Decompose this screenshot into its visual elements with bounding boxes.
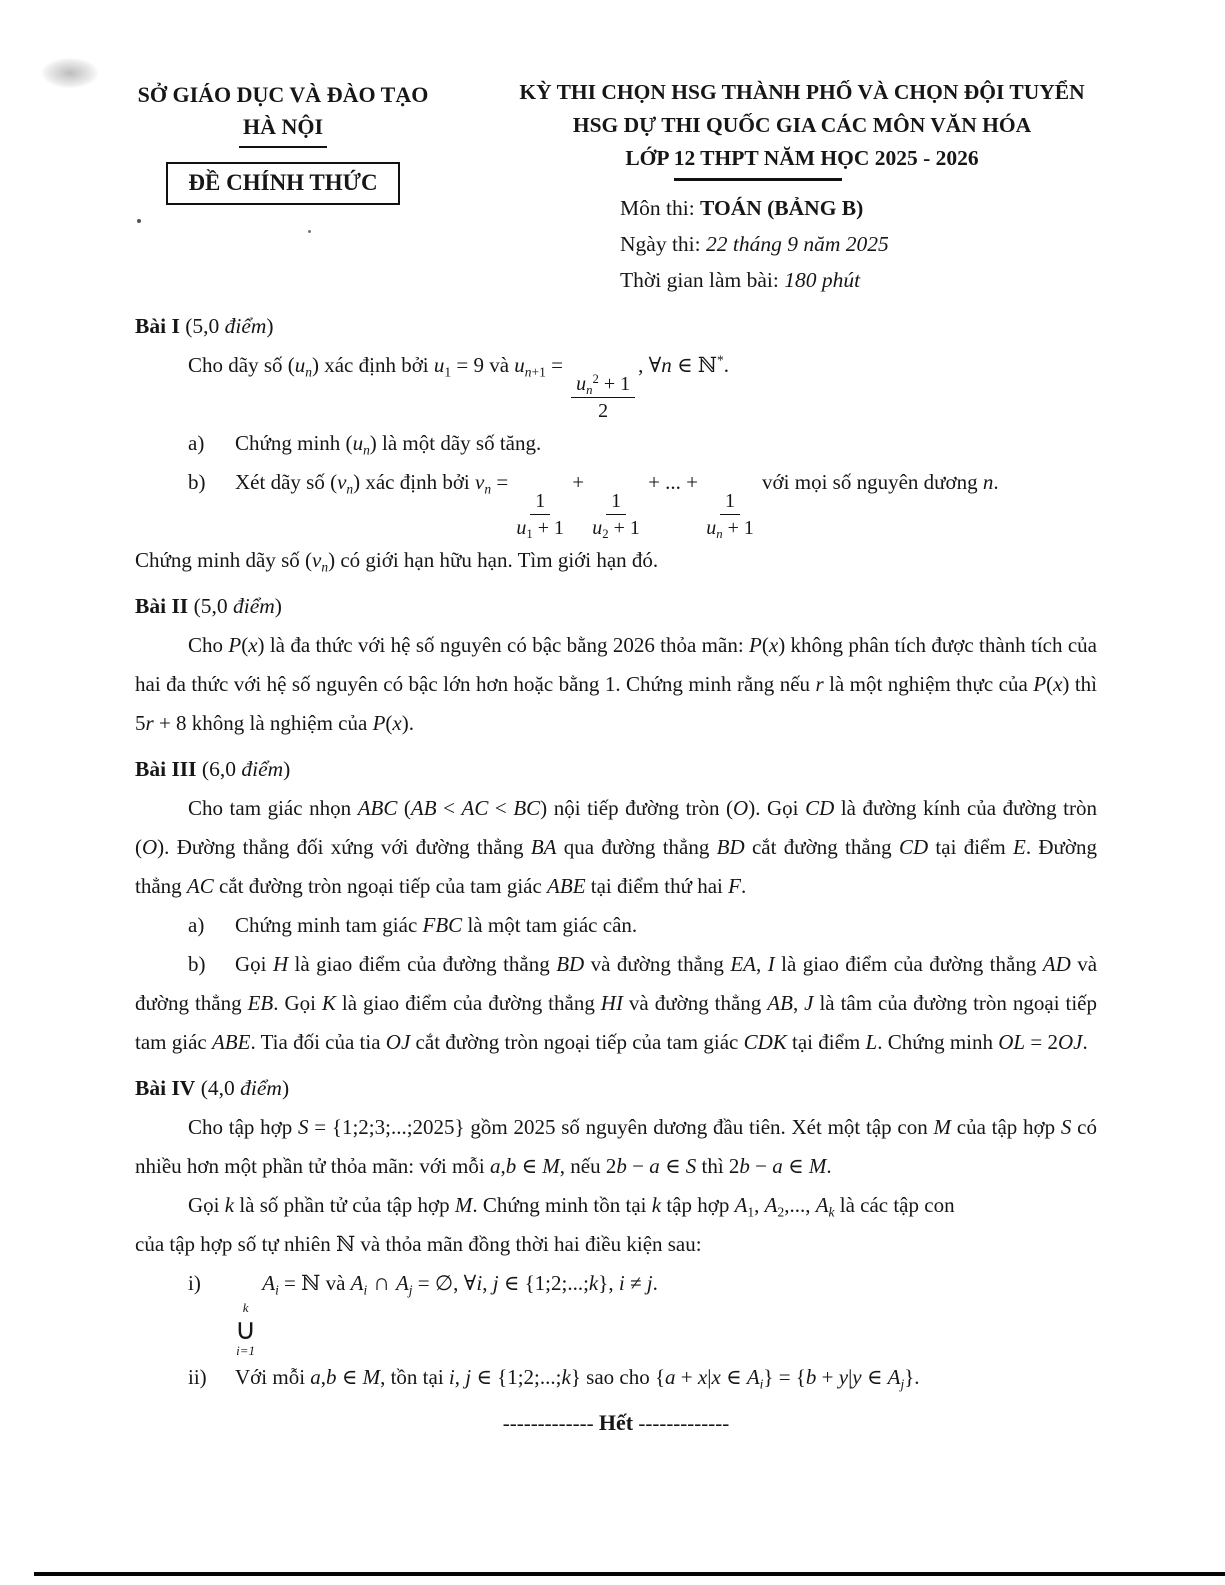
department-name: SỞ GIÁO DỤC VÀ ĐÀO TẠO [137, 82, 429, 107]
date-line: Ngày thi: 22 tháng 9 năm 2025 [620, 232, 889, 256]
city-name: HÀ NỘI [118, 112, 448, 148]
duration-line: Thời gian làm bài: 180 phút [620, 268, 861, 292]
problem-4-paragraph-2-continued: của tập hợp số tự nhiên ℕ và thỏa mãn đồng thời hai điều kiện sau: [135, 1231, 702, 1256]
header-left [118, 80, 448, 205]
problem-1-part-b: b) Xét dãy số $(v_n)$ xác định bởi $v_n$ = $\frac{1}{u_1 + 1}$ + $\frac{1}{u_2 + 1}$ + ... + $\frac{1}{u_n + 1}$ với mọi số nguyên dương n. [188, 469, 999, 541]
problem-2-statement: Cho P(x) là đa thức với hệ số nguyên có bậc bằng 2026 thỏa mãn: P(x) không phân tích được thành tích của hai đa thức với hệ số nguyên có bậc lớn hơn hoặc bằng 1. Chứng minh rằng nếu r là một nghiệm thực của P(x) thì 5r + 8 không là nghiệm của P(x). [135, 632, 1097, 735]
end-marker: ------------- Hết ------------- [502, 1409, 730, 1435]
problem-3-part-b: b) Gọi H là giao điểm của đường thẳng BD và đường thẳng EA, I là giao điểm của đường thẳng AD và đường thẳng EB. Gọi K là giao điểm của đường thẳng HI và đường thẳng AB, J là tâm của đường tròn ngoại tiếp tam giác ABE. Tia đối của tia OJ cắt đường tròn ngoại tiếp của tam giác CDK tại điểm L. Chứng minh OL = 2OJ. [135, 951, 1098, 1054]
problem-4-heading: Bài IV (4,0 điểm) [135, 1075, 290, 1100]
subject-line: Môn thi: TOÁN (BẢNG B) [620, 196, 864, 220]
exam-title-line-1: KỲ THI CHỌN HSG THÀNH PHỐ VÀ CHỌN ĐỘI TUYỂN [519, 80, 1085, 104]
problem-1-part-b-continued: Chứng minh dãy số $(v_n)$ có giới hạn hữu hạn. Tìm giới hạn đó. [135, 547, 659, 574]
exam-body [135, 300, 1097, 1443]
problem-3-heading: Bài III (6,0 điểm) [135, 756, 291, 781]
scan-smudge [42, 58, 98, 88]
scan-speck [308, 230, 311, 233]
exam-meta [620, 190, 1152, 298]
exam-title-line-3: LỚP 12 THPT NĂM HỌC 2025 - 2026 [625, 146, 979, 170]
problem-2-heading: Bài II (5,0 điểm) [135, 593, 282, 618]
title-underline [674, 178, 842, 181]
problem-4-paragraph-2: Gọi k là số phần tử của tập hợp M. Chứng minh tồn tại k tập hợp $A_1$, $A_2$,..., $A_k$ là các tập con [188, 1192, 955, 1219]
problem-4-intro: Cho tập hợp S = {1;2;3;...;2025} gồm 2025 số nguyên dương đầu tiên. Xét một tập con M của tập hợp S có nhiều hơn một phần tử thỏa mãn: với mỗi a,b ∈ M, nếu 2b − a ∈ S thì 2b − a ∈ M. [135, 1114, 1097, 1178]
problem-4-condition-ii: ii) Với mỗi a,b ∈ M, tồn tại i, j ∈ {1;2;...;k} sao cho {a + x|x ∈ $A_i\} = \{b + y|y$ ∈ $A_j$}. [188, 1364, 920, 1391]
date-value: 22 tháng 9 năm 2025 [706, 232, 889, 256]
problem-1-part-a: a) Chứng minh $(u_n)$ là một dãy số tăng. [188, 430, 542, 458]
page-bottom-rule [34, 1572, 1225, 1576]
header-right [452, 76, 1152, 298]
problem-4-condition-i: i) k ∪ i=1 $A_i$ = ℕ và $A_i$ ∩ $A_j$ = ∅, ∀i, j ∈ {1;2;...;k}, i ≠ j. [188, 1269, 658, 1358]
problem-1-intro: Cho dãy số $(u_n)$ xác định bởi $u_1 = 9$ và $u_{n+1}$ = $\frac{u_n^2 + 1}{2}$ , ∀n ∈ ℕ*. [188, 352, 729, 422]
subject-value: TOÁN (BẢNG B) [700, 196, 864, 220]
problem-1-heading: Bài I (5,0 điểm) [135, 314, 274, 338]
exam-title-line-2: HSG DỰ THI QUỐC GIA CÁC MÔN VĂN HÓA [572, 113, 1032, 137]
problem-3-statement: Cho tam giác nhọn ABC (AB < AC < BC) nội tiếp đường tròn (O). Gọi CD là đường kính của đường tròn (O). Đường thẳng đối xứng với đường thẳng BA qua đường thẳng BD cắt đường thẳng CD tại điểm E. Đường thẳng AC cắt đường tròn ngoại tiếp của tam giác ABE tại điểm thứ hai F. [135, 795, 1098, 898]
duration-value: 180 phút [784, 268, 861, 292]
scan-speck [137, 219, 141, 223]
official-exam-stamp: ĐỀ CHÍNH THỨC [166, 162, 399, 205]
problem-3-part-a: a) Chứng minh tam giác FBC là một tam giác cân. [188, 912, 638, 937]
